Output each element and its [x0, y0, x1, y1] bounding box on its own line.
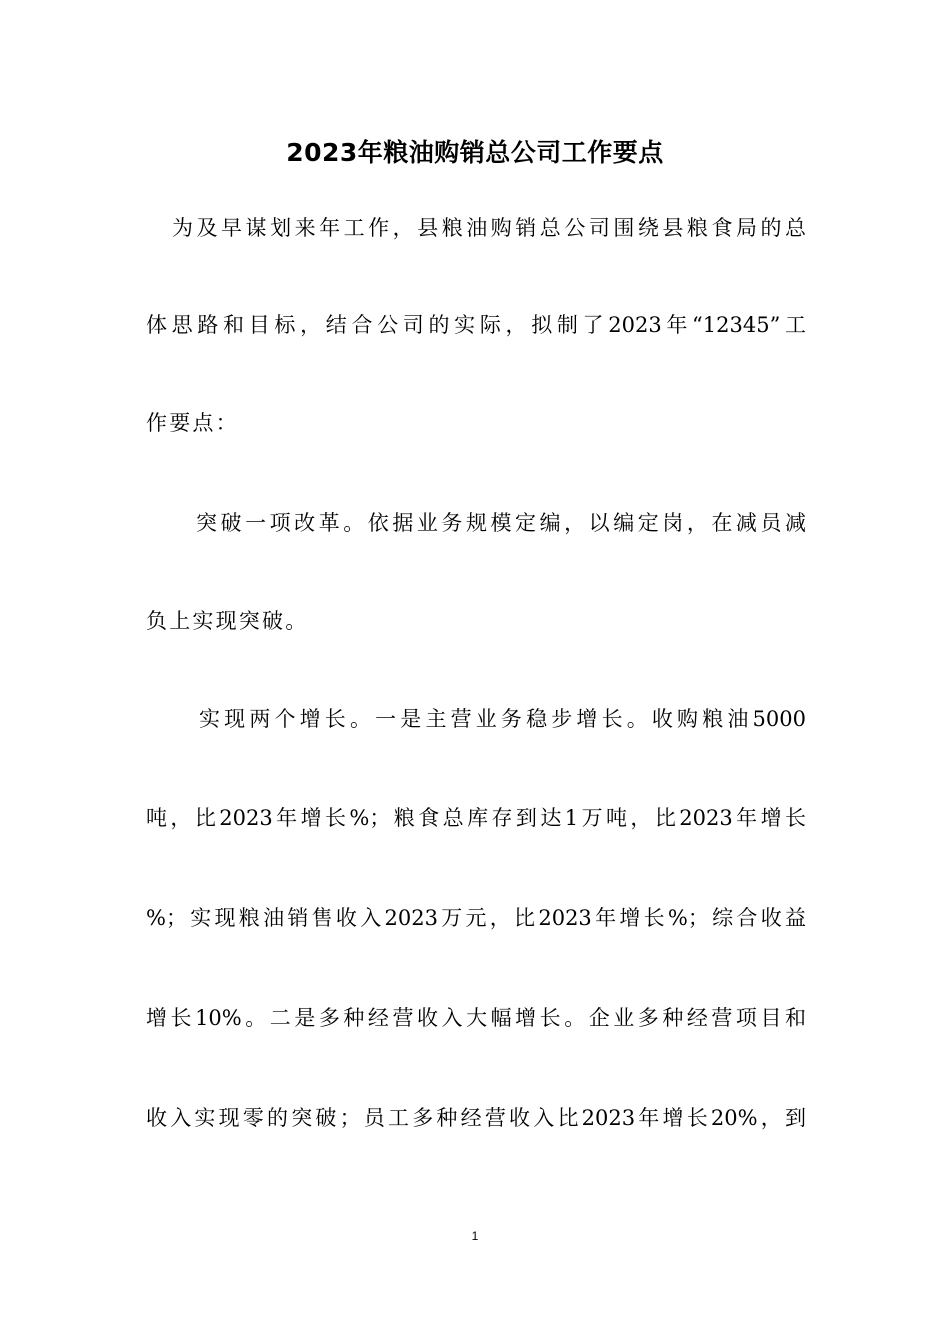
- paragraph-line: 收入实现零的突破；员工多种经营收入比2023年增长20%，到: [146, 1106, 806, 1130]
- paragraph-line: 为及早谋划来年工作，县粮油购销总公司围绕县粮食局的总: [172, 216, 806, 240]
- document-title: 2023年粮油购销总公司工作要点: [286, 138, 664, 167]
- paragraph-line: 吨，比2023年增长%；粮食总库存到达1万吨，比2023年增长: [146, 806, 806, 830]
- paragraph-line: 实现两个增长。一是主营业务稳步增长。收购粮油5000: [199, 707, 806, 731]
- paragraph-line: 负上实现突破。: [146, 609, 309, 633]
- paragraph-line: %；实现粮油销售收入2023万元，比2023年增长%；综合收益: [146, 906, 806, 930]
- page-number: 1: [471, 1229, 479, 1243]
- paragraph-line: 作要点：: [146, 411, 239, 435]
- paragraph-line: 增长10%。二是多种经营收入大幅增长。企业多种经营项目和: [146, 1006, 806, 1030]
- paragraph-line: 体思路和目标，结合公司的实际，拟制了2023年“12345”工: [146, 313, 806, 337]
- paragraph-line: 突破一项改革。依据业务规模定编，以编定岗，在减员减: [196, 511, 806, 535]
